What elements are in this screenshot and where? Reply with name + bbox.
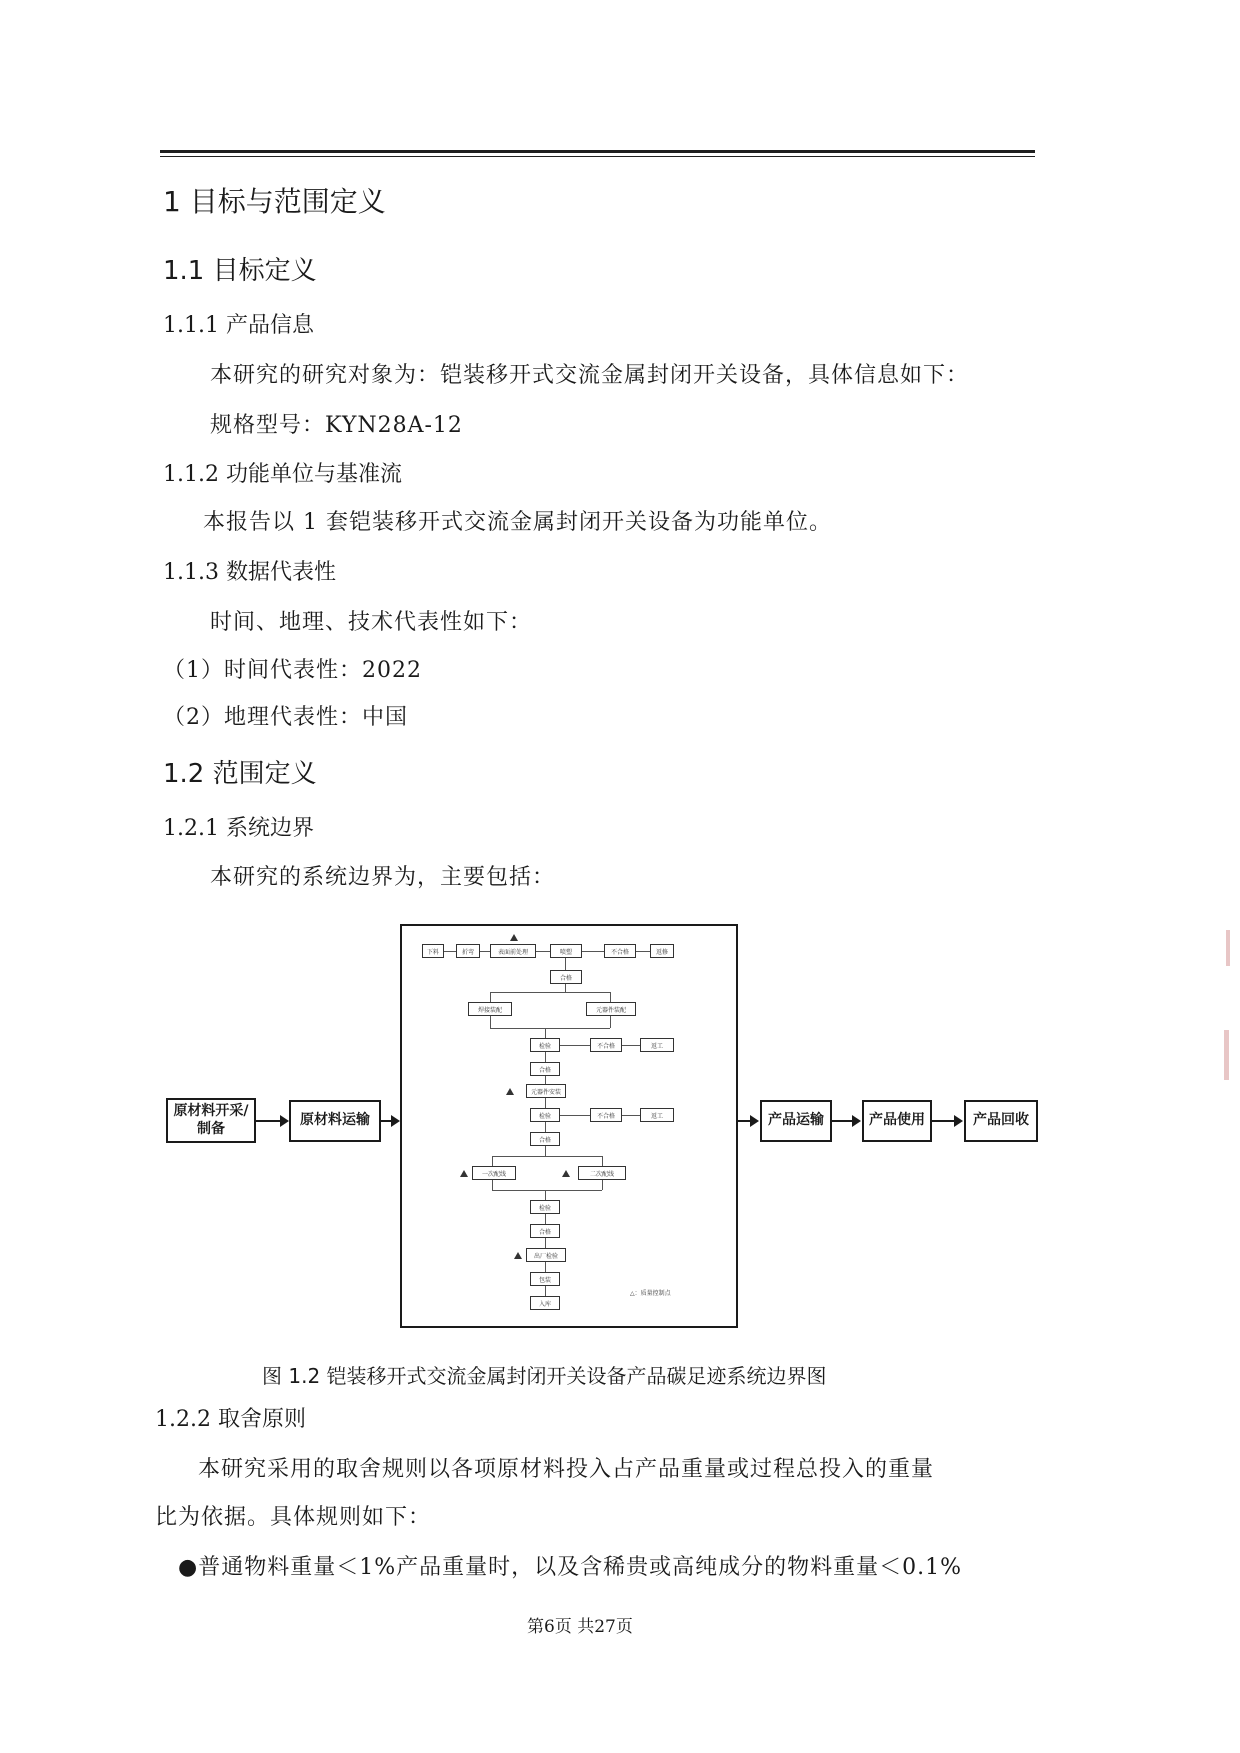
arrow-2 [381, 1120, 391, 1122]
para-cutoff-line-2: 比为依据。具体规则如下： [155, 1505, 432, 1530]
para-representativeness: 时间、地理、技术代表性如下： [210, 610, 533, 635]
heading-1-2-2: 1.2.2 取舍原则 [155, 1407, 306, 1432]
header-rule-thin [160, 156, 1035, 157]
para-model: 规格型号：KYN28A-12 [210, 413, 463, 438]
seal-mark-fragment [1224, 1030, 1229, 1080]
stage-raw-transport: 原材料运输 [289, 1100, 381, 1142]
para-cutoff-line-1: 本研究采用的取舍规则以各项原材料投入占产品重量或过程总投入的重量 [198, 1457, 935, 1482]
manufacturing-process-frame: 下料 折弯 表面前处理 喷塑 不合格 返修 合格 焊接装配 元器件装配 检验 不合格 返工 合格 元器件安装 检验 不合格 返工 合格 一次配线 二次配线 检验 合格 出厂检验 包装 入库 △：质量控制点 [400, 924, 738, 1328]
heading-1-1: 1.1 目标定义 [163, 256, 317, 286]
heading-1-1-2: 1.1.2 功能单位与基准流 [163, 462, 402, 487]
page-footer: 第6页 共27页 [527, 1617, 633, 1637]
stage-product-recycle: 产品回收 [964, 1100, 1038, 1142]
item-time: （1）时间代表性：2022 [163, 658, 422, 683]
heading-1-1-3: 1.1.3 数据代表性 [163, 560, 336, 585]
legend-note: △：质量控制点 [630, 1290, 671, 1297]
heading-1: 1 目标与范围定义 [163, 185, 386, 218]
para-system-boundary: 本研究的系统边界为，主要包括： [210, 865, 556, 890]
arrow-5 [932, 1120, 955, 1122]
arrow-4 [832, 1120, 853, 1122]
para-research-object: 本研究的研究对象为：铠装移开式交流金属封闭开关设备，具体信息如下： [210, 363, 970, 388]
heading-1-2-1: 1.2.1 系统边界 [163, 816, 314, 841]
header-rule-thick [160, 150, 1035, 153]
arrow-1 [256, 1120, 281, 1122]
stage-product-transport: 产品运输 [760, 1100, 832, 1142]
bullet-item-1: ●普通物料重量＜1%产品重量时，以及含稀贵或高纯成分的物料重量＜0.1% [178, 1555, 962, 1580]
stage-raw-material: 原材料开采/制备 [166, 1098, 256, 1143]
stage-product-use: 产品使用 [862, 1100, 932, 1142]
heading-1-2: 1.2 范围定义 [163, 759, 317, 789]
figure-caption: 图 1.2 铠装移开式交流金属封闭开关设备产品碳足迹系统边界图 [262, 1364, 827, 1388]
item-geo: （2）地理代表性：中国 [163, 705, 408, 730]
heading-1-1-1: 1.1.1 产品信息 [163, 313, 314, 338]
para-functional-unit: 本报告以 1 套铠装移开式交流金属封闭开关设备为功能单位。 [203, 510, 832, 535]
seal-mark-fragment [1226, 930, 1230, 966]
